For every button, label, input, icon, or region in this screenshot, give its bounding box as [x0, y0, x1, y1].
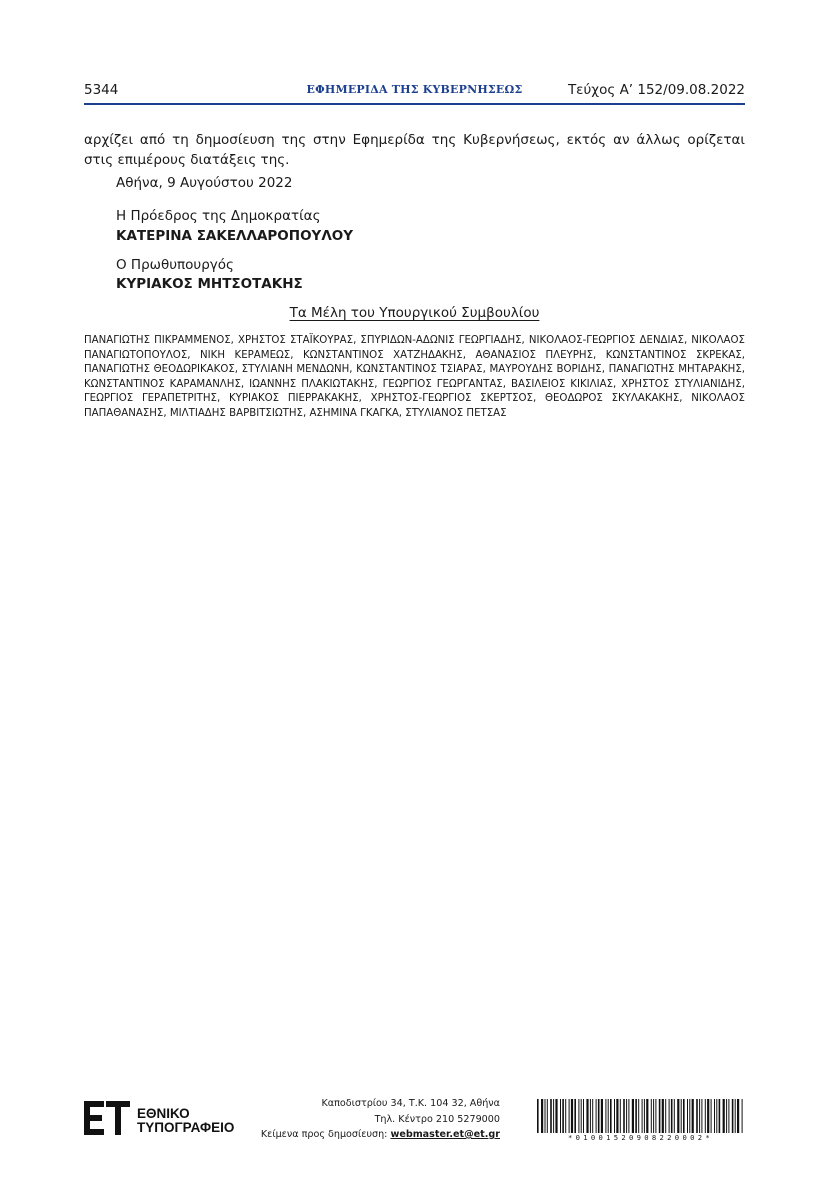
issue-info: Τεύχος A’ 152/09.08.2022 — [567, 82, 745, 98]
members-heading-text: Τα Μέλη του Υπουργικού Συμβουλίου — [289, 305, 540, 321]
date-line: Αθήνα, 9 Αυγούστου 2022 — [116, 175, 293, 191]
barcode-bar — [707, 1099, 709, 1133]
barcode-bar — [696, 1099, 698, 1133]
barcode-bar — [714, 1099, 715, 1133]
header-rule — [84, 103, 745, 105]
barcode-bar — [719, 1099, 721, 1133]
barcode-bar — [699, 1099, 700, 1133]
national-printing-office-logo — [84, 1100, 254, 1140]
barcode-bar — [578, 1099, 579, 1133]
barcode-bar — [723, 1099, 725, 1133]
barcode-bar — [651, 1099, 652, 1133]
logo-line-1: ΕΘΝΙΚΟ — [137, 1106, 190, 1121]
barcode-bar — [605, 1099, 606, 1133]
barcode-bar — [669, 1099, 670, 1133]
barcode-bar — [553, 1099, 554, 1133]
barcode-bar — [608, 1099, 609, 1133]
barcode-bar — [598, 1099, 600, 1133]
barcode-bar — [701, 1099, 702, 1133]
barcode-bar — [735, 1099, 736, 1133]
barcode-bar — [550, 1099, 552, 1133]
submission-line — [261, 1127, 500, 1143]
et-logo-icon — [84, 1101, 130, 1135]
barcode-bar — [653, 1099, 654, 1133]
barcode-bar — [716, 1099, 717, 1133]
barcode-bar — [560, 1099, 561, 1133]
body-paragraph: αρχίζει από τη δημοσίευση της στην Εφημερίδα της Κυβερνήσεως, εκτός αν άλλως ορίζεται στις επιμέρους διατάξεις της. — [84, 132, 745, 168]
phone: Τηλ. Κέντρο 210 5279000 — [374, 1113, 500, 1125]
barcode-bar — [628, 1099, 629, 1133]
barcode-bar — [623, 1099, 625, 1133]
barcode-bar — [596, 1099, 597, 1133]
barcode-bar — [638, 1099, 639, 1133]
barcode-bar — [644, 1099, 645, 1133]
barcode-bar — [569, 1099, 570, 1133]
barcode-image — [536, 1099, 745, 1133]
barcode-bar — [601, 1099, 603, 1133]
president-name: ΚΑΤΕΡΙΝΑ ΣΑΚΕΛΛΑΡΟΠΟΥΛΟΥ — [116, 228, 354, 244]
barcode-bar — [555, 1099, 557, 1133]
barcode-bar — [565, 1099, 566, 1133]
barcode-bar — [655, 1099, 656, 1133]
barcode-bar — [547, 1099, 548, 1133]
barcode-bar — [610, 1099, 612, 1133]
barcode-bar — [662, 1099, 664, 1133]
barcode-bar — [646, 1099, 648, 1133]
members-heading — [84, 305, 745, 321]
barcode-bar — [671, 1099, 673, 1133]
barcode-bar — [705, 1099, 706, 1133]
page-number: 5344 — [84, 82, 119, 98]
president-title: Η Πρόεδρος της Δημοκρατίας — [116, 208, 321, 224]
logo-text — [137, 1107, 234, 1135]
barcode-bar — [677, 1099, 679, 1133]
barcode-bar — [635, 1099, 637, 1133]
gazette-title: ΕΦΗΜΕΡΙΔΑ ΤΗΣ ΚΥΒΕΡΝΗΣΕΩΣ — [306, 83, 523, 96]
barcode-bar — [616, 1099, 618, 1133]
logo-line-2: ΤΥΠΟΓΡΑΦΕΙΟ — [137, 1120, 235, 1135]
barcode-bar — [689, 1099, 690, 1133]
barcode-bar — [545, 1099, 546, 1133]
barcode-bar — [711, 1099, 712, 1133]
barcode-bar — [586, 1099, 588, 1133]
barcode-bar — [683, 1099, 685, 1133]
barcode-text: *01001520908220002* — [568, 1133, 713, 1142]
barcode-bar — [614, 1099, 615, 1133]
barcode-bar — [592, 1099, 593, 1133]
submission-label: Κείμενα προς δημοσίευση: — [260, 1129, 388, 1140]
barcode-bar — [674, 1099, 675, 1133]
barcode-bar — [732, 1099, 734, 1133]
barcode-bar — [574, 1099, 576, 1133]
barcode-bar — [687, 1099, 688, 1133]
address: Καποδιστρίου 34, Τ.Κ. 104 32, Αθήνα — [321, 1098, 500, 1109]
barcode-bar — [632, 1099, 634, 1133]
barcode-bar — [665, 1099, 666, 1133]
barcode-bar — [581, 1099, 582, 1133]
email-link[interactable]: webmaster.et@et.gr — [390, 1129, 500, 1140]
barcode-bar — [571, 1099, 573, 1133]
barcode-bar — [562, 1099, 564, 1133]
barcode-bar — [681, 1099, 682, 1133]
footer-contact — [261, 1096, 500, 1143]
barcode-bar — [583, 1099, 584, 1133]
barcode-bar — [742, 1099, 743, 1133]
members-list: ΠΑΝΑΓΙΩΤΗΣ ΠΙΚΡΑΜΜΕΝΟΣ, ΧΡΗΣΤΟΣ ΣΤΑΪΚΟΥΡΑΣ, ΣΠΥΡΙΔΩΝ-ΑΔΩΝΙΣ ΓΕΩΡΓΙΑΔΗΣ, ΝΙΚΟΛΑΟΣ-ΓΕΩΡΓΙΟΣ ΔΕΝΔΙΑΣ, ΝΙΚΟΛΑΟΣ ΠΑΝΑΓΙΩΤΟΠΟΥΛΟΣ, ΝΙΚΗ ΚΕΡΑΜΕΩΣ, ΚΩΝΣΤΑΝΤΙΝΟΣ ΧΑΤΖΗΔΑΚΗΣ, ΑΘΑΝΑΣΙΟΣ ΠΛΕΥΡΗΣ, ΚΩΝΣΤΑΝΤΙΝΟΣ ΣΚΡΕΚΑΣ, ΠΑΝΑΓΙΩΤΗΣ ΘΕΟΔΩΡΙΚΑΚΟΣ, ΣΤΥΛΙΑΝΗ ΜΕΝΔΩΝΗ, ΚΩΝΣΤΑΝΤΙΝΟΣ ΤΣΙΑΡΑΣ, ΜΑΥΡΟΥΔΗΣ ΒΟΡΙΔΗΣ, ΠΑΝΑΓΙΩΤΗΣ ΜΗΤΑΡΑΚΗΣ, ΚΩΝΣΤΑΝΤΙΝΟΣ ΚΑΡΑΜΑΝΛΗΣ, ΙΩΑΝΝΗΣ ΠΛΑΚΙΩΤΑΚΗΣ, ΓΕΩΡΓΙΟΣ ΓΕΩΡΓΑΝΤΑΣ, ΒΑΣΙΛΕΙΟΣ ΚΙΚΙΛΙΑΣ, ΧΡΗΣΤΟΣ ΣΤΥΛΙΑΝΙΔΗΣ, ΓΕΩΡΓΙΟΣ ΓΕΡΑΠΕΤΡΙΤΗΣ, ΚΥΡΙΑΚΟΣ ΠΙΕΡΡΑΚΑΚΗΣ, ΧΡΗΣΤΟΣ-ΓΕΩΡΓΙΟΣ ΣΚΕΡΤΣΟΣ, ΘΕΟΔΩΡΟΣ ΣΚΥΛΑΚΑΚΗΣ, ΝΙΚΟΛΑΟΣ ΠΑΠΑΘΑΝΑΣΗΣ, ΜΙΛΤΙΑΔΗΣ ΒΑΡΒΙΤΣΙΩΤΗΣ, ΑΣΗΜΙΝΑ ΓΚΑΓΚΑ, ΣΤΥΛΙΑΝΟΣ ΠΕΤΣΑΣ — [84, 335, 745, 419]
barcode-bar — [626, 1099, 627, 1133]
page-header — [84, 82, 745, 102]
barcode-bar — [659, 1099, 661, 1133]
barcode-bar — [620, 1099, 621, 1133]
barcode-bar — [541, 1099, 543, 1133]
barcode-bar — [726, 1099, 727, 1133]
pm-title: Ο Πρωθυπουργός — [116, 257, 234, 273]
barcode-bar — [642, 1099, 643, 1133]
barcode-bar — [590, 1099, 591, 1133]
barcode-bar — [737, 1099, 739, 1133]
barcode-bar — [537, 1099, 539, 1133]
barcode-bar — [692, 1099, 694, 1133]
pm-name: ΚΥΡΙΑΚΟΣ ΜΗΤΣΟΤΑΚΗΣ — [116, 276, 303, 292]
barcode-bar — [728, 1099, 729, 1133]
